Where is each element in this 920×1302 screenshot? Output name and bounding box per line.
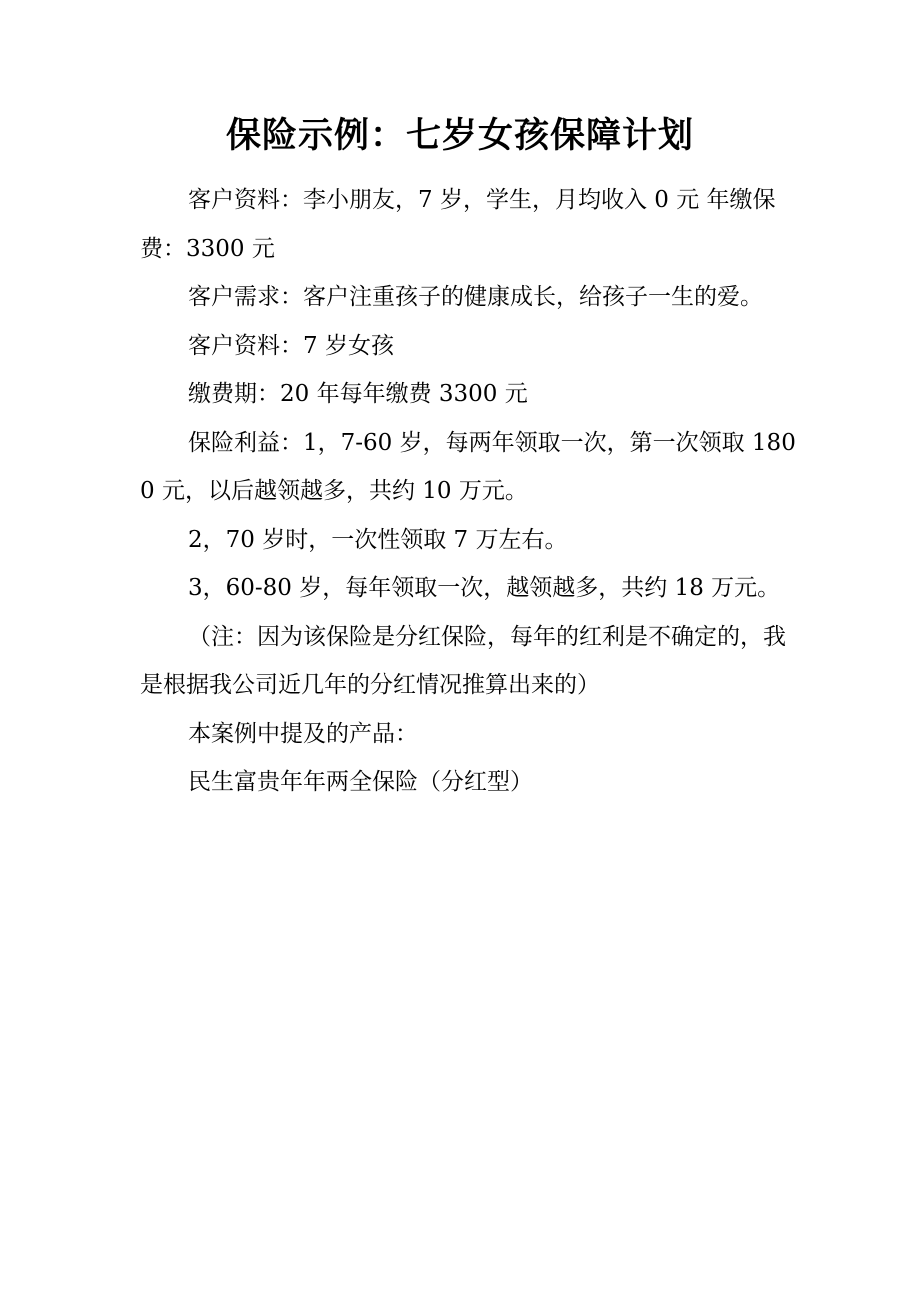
paragraph-payment-period: 缴费期：20 年每年缴费 3300 元 bbox=[188, 381, 528, 407]
paragraph-product-name: 民生富贵年年两全保险（分红型） bbox=[188, 769, 533, 795]
paragraph-customer-needs: 客户需求：客户注重孩子的健康成长，给孩子一生的爱。 bbox=[188, 284, 763, 310]
paragraph-customer-info: 客户资料：李小朋友，7 岁，学生，月均收入 0 元 年缴保费：3300 元 bbox=[140, 187, 776, 262]
paragraph-product-intro: 本案例中提及的产品： bbox=[188, 720, 418, 747]
paragraph-benefit-3: 3，60-80 岁，每年领取一次，越领越多，共约 18 万元。 bbox=[188, 575, 781, 601]
paragraph-benefit-1: 保险利益：1，7-60 岁，每两年领取一次，第一次领取 1800 元，以后越领越多，共约 10 万元。 bbox=[140, 429, 796, 504]
document-body bbox=[140, 176, 800, 807]
paragraph-note: （注：因为该保险是分红保险，每年的红利是不确定的，我是根据我公司近几年的分红情况推算出来的） bbox=[140, 623, 786, 698]
paragraph-benefit-2: 2，70 岁时，一次性领取 7 万左右。 bbox=[188, 526, 568, 553]
paragraph-customer-profile: 客户资料：7 岁女孩 bbox=[188, 332, 394, 359]
document-title: 保险示例：七岁女孩保障计划 bbox=[225, 116, 694, 156]
